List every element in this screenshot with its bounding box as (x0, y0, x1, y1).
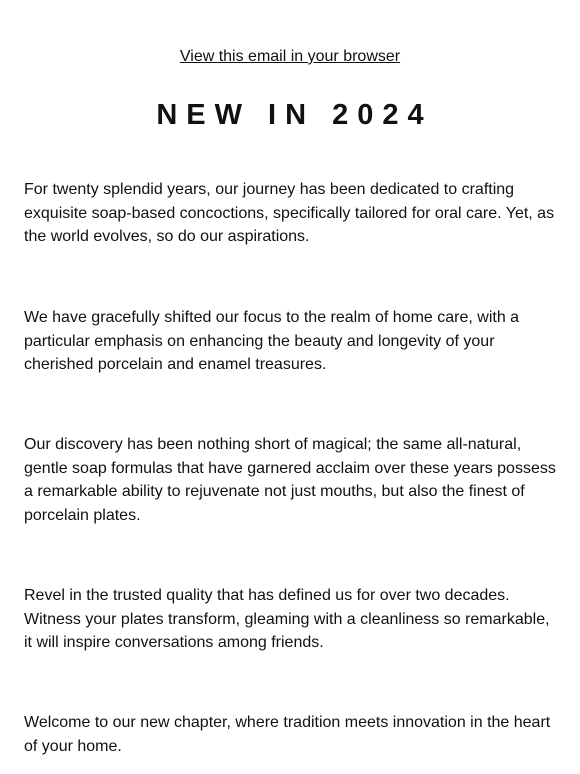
paragraph-4: Revel in the trusted quality that has defined us for over two decades. Witness your plates transform, gleaming with a cleanliness so remarkable, it will inspire conversations among friends. (24, 587, 550, 651)
view-in-browser-link[interactable]: View this email in your browser (179, 48, 401, 65)
paragraph-3: Our discovery has been nothing short of magical; the same all-natural, gentle soap formulas that have garnered acclaim over these years possess a remarkable ability to rejuvenate not just mouths, but also the finest of porcelain plates. (24, 436, 556, 524)
email-title: NEW IN 2024 (156, 99, 433, 131)
paragraph-2: We have gracefully shifted our focus to the realm of home care, with a particular emphasis on enhancing the beauty and longevity of your cherished porcelain and enamel treasures. (24, 309, 520, 373)
paragraph-1: For twenty splendid years, our journey has been dedicated to crafting exquisite soap-based concoctions, specifically tailored for oral care. Yet, as the world evolves, so do our aspirations. (24, 181, 555, 245)
paragraph-5: Welcome to our new chapter, where tradition meets innovation in the heart of your home. (24, 714, 551, 755)
